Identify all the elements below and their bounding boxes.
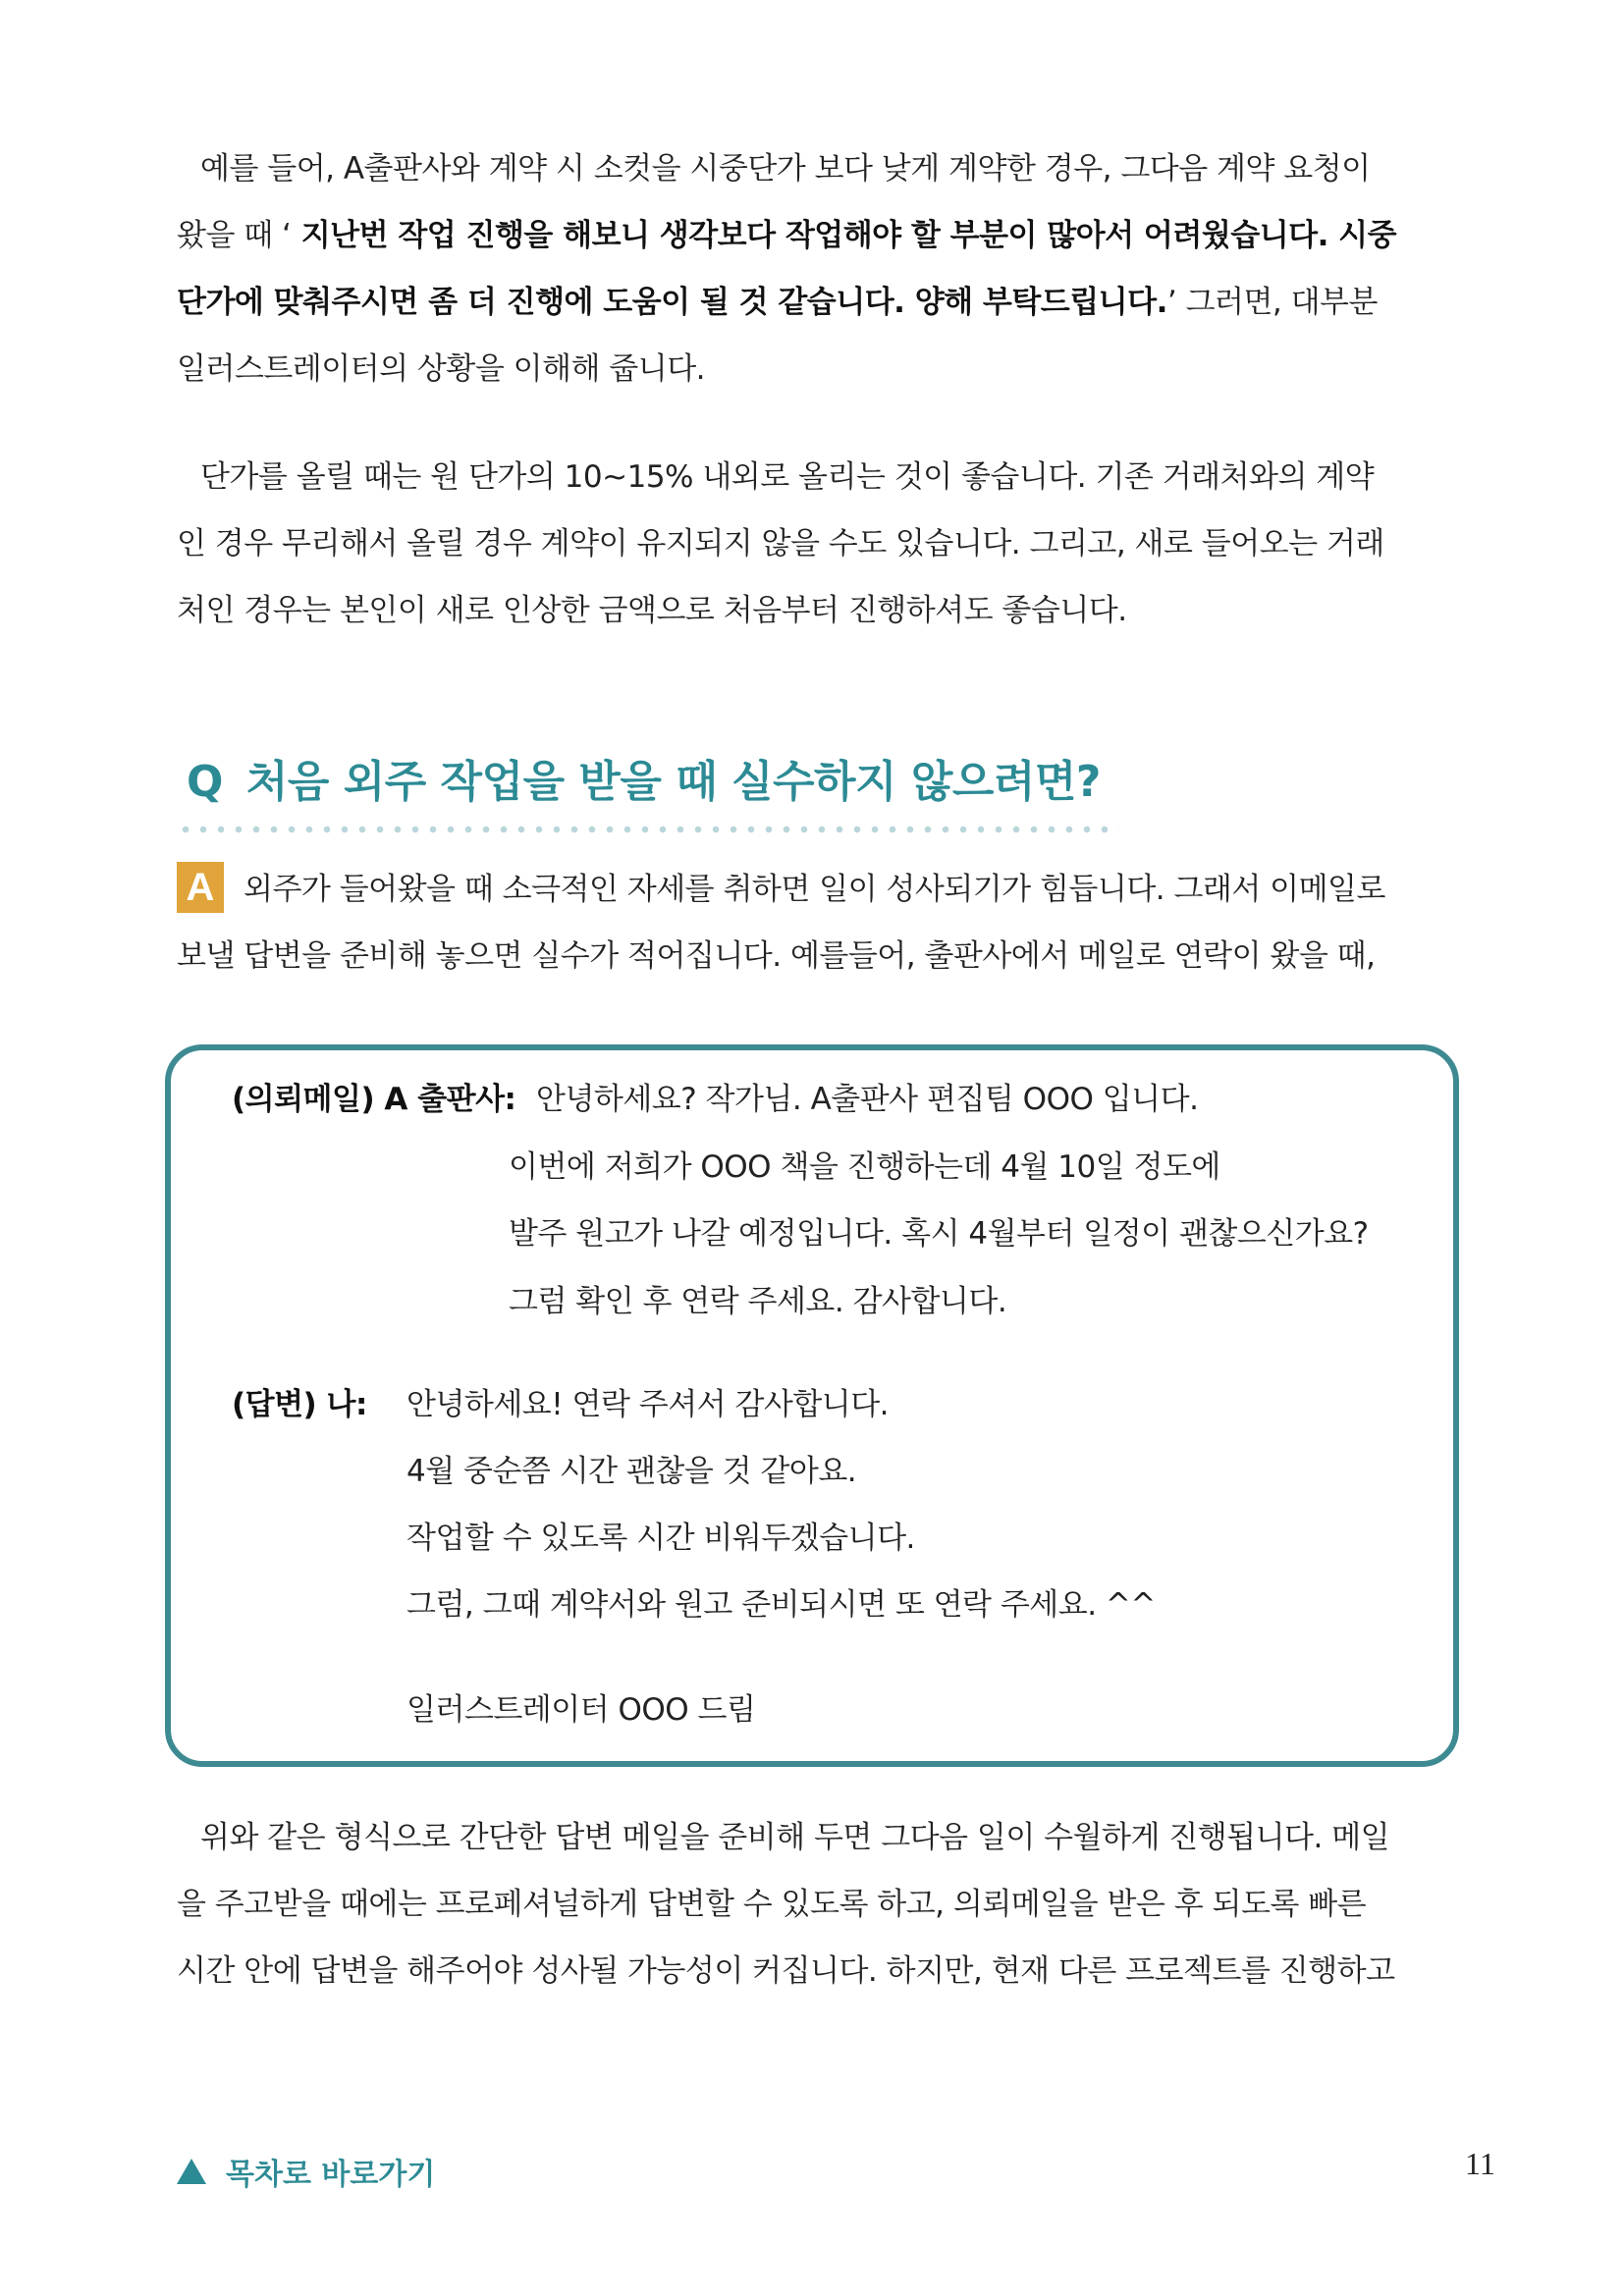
toc-link-label: 목차로 바로가기 — [226, 2158, 436, 2192]
answer-paragraph — [177, 856, 1473, 989]
question-heading — [187, 746, 1101, 809]
text-line: 예를 들어, A출판사와 계약 시 소컷을 시중단가 보다 낮게 계약한 경우, 그다음 계약 요청이 — [200, 151, 1371, 187]
request-mail-line: 그럼 확인 후 연락 주세요. 감사합니다. — [509, 1284, 1007, 1319]
answer-badge: A — [177, 862, 224, 913]
request-mail-line: 발주 원고가 나갈 예정입니다. 혹시 4월부터 일정이 괜찮으신가요? — [509, 1216, 1369, 1252]
reply-mail-label: (답변) 나: — [232, 1387, 367, 1422]
reply-mail-line: 그럼, 그때 계약서와 원고 준비되시면 또 연락 주세요. ^^ — [406, 1587, 1156, 1623]
toc-link[interactable] — [177, 2150, 435, 2193]
reply-mail-line: 4월 중순쯤 시간 괜찮을 것 같아요. — [406, 1454, 857, 1489]
text-line — [177, 269, 1473, 336]
up-triangle-icon — [177, 2159, 206, 2184]
text-line: 단가를 올릴 때는 원 단가의 10~15% 내외로 올리는 것이 좋습니다. 기존 거래처와의 계약 — [200, 459, 1375, 495]
request-mail-label: (의뢰메일) A 출판사: — [232, 1082, 516, 1117]
text-segment: ’ 그러면, 대부분 — [1166, 285, 1378, 320]
question-mark: Q — [187, 757, 223, 807]
paragraph-price-increase — [177, 444, 1473, 644]
text-line: 인 경우 무리해서 올릴 경우 계약이 유지되지 않을 수도 있습니다. 그리고, 새로 들어오는 거래 — [177, 526, 1384, 561]
request-mail-line: 이번에 저희가 OOO 책을 진행하는데 4월 10일 정도에 — [509, 1149, 1220, 1185]
paragraph-contract-example — [177, 135, 1473, 402]
request-mail-line: 안녕하세요? 작가님. A출판사 편집팀 OOO 입니다. — [536, 1082, 1199, 1117]
paragraph-reply-advice — [177, 1804, 1473, 2004]
text-line — [177, 202, 1473, 269]
text-line: 외주가 들어왔을 때 소극적인 자세를 취하면 일이 성사되기가 힘듭니다. 그래서 이메일로 — [244, 872, 1385, 907]
text-line: 시간 안에 답변을 해주어야 성사될 가능성이 커집니다. 하지만, 현재 다른 프로젝트를 진행하고 — [177, 1953, 1395, 1989]
dotted-divider — [177, 825, 1119, 834]
text-line: 일러스트레이터의 상황을 이해해 줍니다. — [177, 351, 705, 387]
text-line: 위와 같은 형식으로 간단한 답변 메일을 준비해 두면 그다음 일이 수월하게 진행됩니다. 메일 — [200, 1820, 1390, 1855]
reply-mail-line: 작업할 수 있도록 시간 비워두겠습니다. — [406, 1521, 915, 1556]
question-text: 처음 외주 작업을 받을 때 실수하지 않으려면? — [245, 757, 1101, 807]
text-line: 보낼 답변을 준비해 놓으면 실수가 적어집니다. 예를들어, 출판사에서 메일로 연락이 왔을 때, — [177, 938, 1376, 974]
bold-quote: 지난번 작업 진행을 해보니 생각보다 작업해야 할 부분이 많아서 어려웠습니다. 시중 — [291, 218, 1397, 253]
reply-mail-line: 안녕하세요! 연락 주셔서 감사합니다. — [406, 1387, 890, 1422]
bold-quote: 단가에 맞춰주시면 좀 더 진행에 도움이 될 것 같습니다. 양해 부탁드립니다. — [177, 285, 1167, 320]
text-segment: 왔을 때 ‘ — [177, 218, 292, 253]
page-number: 11 — [1465, 2146, 1495, 2181]
text-line: 처인 경우는 본인이 새로 인상한 금액으로 처음부터 진행하셔도 좋습니다. — [177, 593, 1127, 628]
text-line: 을 주고받을 때에는 프로페셔널하게 답변할 수 있도록 하고, 의뢰메일을 받은 후 되도록 빠른 — [177, 1887, 1367, 1922]
mail-signature: 일러스트레이터 OOO 드림 — [406, 1692, 756, 1728]
